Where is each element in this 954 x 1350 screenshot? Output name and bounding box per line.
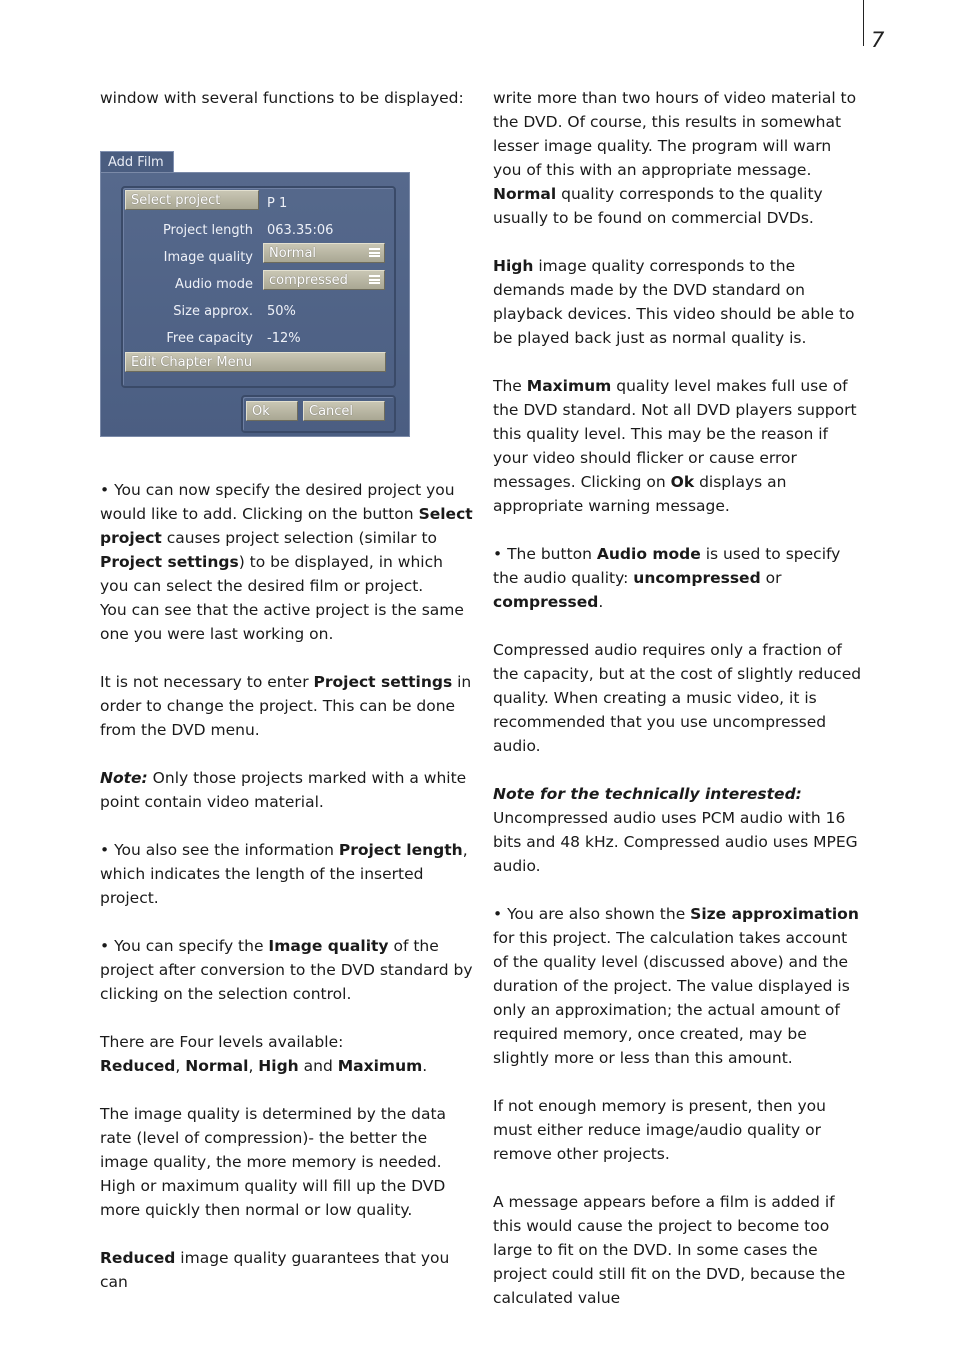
free-capacity-label: Free capacity [166, 331, 253, 346]
paragraph-compressed-audio: Compressed audio requires only a fraction of the capacity, but at the cost of slightly reduced quality. When creating a music video, it is recommended that you use uncompressed audio. [493, 641, 862, 755]
audio-mode-label: Audio mode [175, 277, 253, 292]
size-approx-value: 50% [267, 304, 296, 319]
paragraph-audio-mode: • The button Audio mode is used to specify the audio quality: uncompressed or compressed. [493, 545, 841, 611]
right-column [493, 86, 863, 1334]
paragraph-technical-note: Note for the technically interested: Uncompressed audio uses PCM audio with 16 bits and 48 kHz. Compressed audio uses MPEG audio. [493, 785, 858, 875]
paragraph-high: High image quality corresponds to the demands made by the DVD standard on playback devices. This video should be able to be played back just as normal quality is. [493, 257, 855, 347]
paragraph-intro: window with several functions to be displayed: [100, 89, 464, 107]
dialog-tab-add-film: Add Film [100, 151, 174, 173]
paragraph-fill-dvd: High or maximum quality will fill up the DVD more quickly then normal or low quality. [100, 1177, 446, 1219]
menu-lines-icon [369, 248, 380, 257]
paragraph-data-rate: The image quality is determined by the data rate (level of compression)- the better the image quality, the more memory is needed. [100, 1105, 447, 1171]
paragraph-level-names: Reduced, Normal, High and Maximum. [100, 1057, 428, 1075]
image-quality-value: Normal [269, 246, 317, 261]
image-quality-select[interactable] [263, 243, 385, 263]
paragraph-four-levels: There are Four levels available: [100, 1033, 344, 1051]
paragraph-active-project: You can see that the active project is the same one you were last working on. [100, 601, 464, 643]
project-length-value: 063.35:06 [267, 223, 334, 238]
left-column [100, 86, 475, 1318]
cancel-button[interactable]: Cancel [303, 401, 385, 421]
paragraph-project-settings: It is not necessary to enter Project settings in order to change the project. This can be done from the DVD menu. [100, 673, 472, 739]
paragraph-image-quality: • You can specify the Image quality of the project after conversion to the DVD standard by clicking on the selection control. [100, 937, 473, 1003]
menu-lines-icon [369, 275, 380, 284]
dialog-body [100, 172, 410, 437]
select-project-button[interactable]: Select project [125, 190, 259, 210]
paragraph-not-enough-memory: If not enough memory is present, then you must either reduce image/audio quality or remove other projects. [493, 1097, 826, 1163]
audio-mode-select[interactable] [263, 270, 385, 290]
paragraph-two-hours: write more than two hours of video material to the DVD. Of course, this results in somewhat lesser image quality. The program will warn you of this with an appropriate message. [493, 89, 857, 179]
size-approx-label: Size approx. [173, 304, 253, 319]
add-film-dialog [100, 151, 410, 437]
paragraph-normal: Normal quality corresponds to the quality usually to be found on commercial DVDs. [493, 185, 823, 227]
paragraph-maximum: The Maximum quality level makes full use of the DVD standard. Not all DVD players support this quality level. This may be the reason if your video should flicker or cause error messages. Clicking on Ok displays an appropriate warning message. [493, 377, 857, 515]
project-length-label: Project length [162, 223, 253, 238]
paragraph-reduced: Reduced image quality guarantees that you can [100, 1249, 450, 1291]
image-quality-label: Image quality [163, 250, 253, 265]
page-number: 7 [871, 28, 885, 52]
free-capacity-value: -12% [267, 331, 301, 346]
select-project-value: P 1 [267, 196, 288, 211]
paragraph-select-project: • You can now specify the desired project you would like to add. Clicking on the button Select project causes project selection (similar to Project settings) to be displayed, in which you can select the desired film or project. [100, 481, 473, 595]
ok-button[interactable]: Ok [246, 401, 298, 421]
paragraph-message-before-add: A message appears before a film is added if this would cause the project to become too large to fit on the DVD. In some cases the project could still fit on the DVD, because the calculated value [493, 1193, 846, 1307]
page-number-rule [863, 0, 864, 46]
paragraph-project-length: • You also see the information Project length, which indicates the length of the inserted project. [100, 841, 468, 907]
audio-mode-value: compressed [269, 273, 348, 288]
paragraph-size-approximation: • You are also shown the Size approximation for this project. The calculation takes account of the quality level (discussed above) and the duration of the project. The value displayed is only an approximation; the actual amount of required memory, once created, may be slightly more or less than this amount. [493, 905, 859, 1067]
paragraph-note-white-point: Note: Only those projects marked with a white point contain video material. [100, 769, 467, 811]
edit-chapter-menu-button[interactable]: Edit Chapter Menu [125, 352, 386, 372]
